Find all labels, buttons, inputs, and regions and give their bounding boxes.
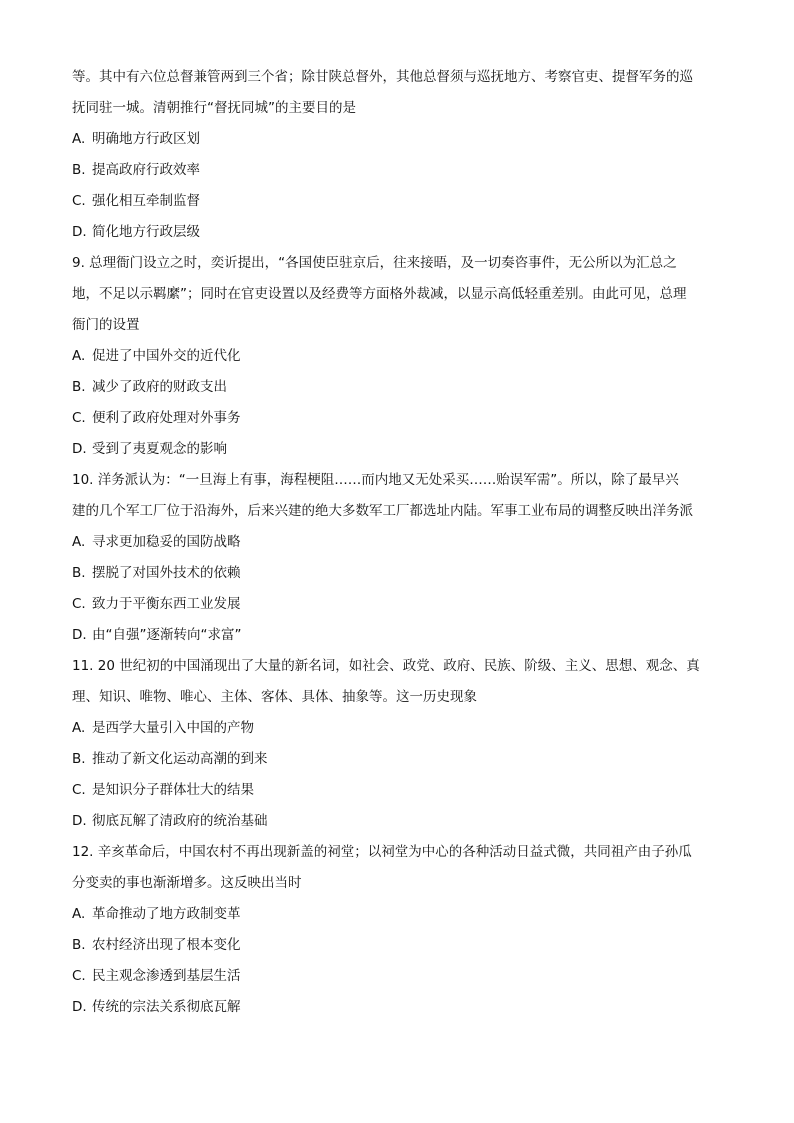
option-a [72,899,724,930]
option-d [72,217,724,248]
option-text: 强化相互牵制监督 [92,193,200,209]
option-text: 民主观念渗透到基层生活 [92,968,241,984]
option-letter: C. [72,596,86,612]
option-d [72,434,724,465]
option-letter: A. [72,348,86,364]
question-12 [72,837,724,1023]
question-text-line: 理、知识、唯物、唯心、主体、客体、具体、抽象等。这一历史现象 [72,689,477,705]
option-text: 提高政府行政效率 [92,162,200,178]
option-b [72,155,724,186]
option-text: 简化地方行政层级 [92,224,200,240]
option-letter: A. [72,906,86,922]
option-letter: B. [72,162,86,178]
option-text: 受到了夷夏观念的影响 [92,441,227,457]
option-text: 摆脱了对国外技术的依赖 [92,565,241,581]
option-letter: C. [72,968,86,984]
option-text: 农村经济出现了根本变化 [92,937,241,953]
question-10 [72,465,724,651]
option-c [72,775,724,806]
option-text: 彻底瓦解了清政府的统治基础 [92,813,268,829]
option-letter: D. [72,441,87,457]
option-text: 便利了政府处理对外事务 [92,410,241,426]
option-b [72,744,724,775]
option-letter: B. [72,937,86,953]
question-text-line: 10. 洋务派认为：“一旦海上有事，海程梗阻……而内地又无处采买……贻误军需”。所以，除了最早兴 [72,472,679,488]
option-letter: A. [72,720,86,736]
option-d [72,806,724,837]
option-letter: D. [72,813,87,829]
exam-page [72,62,724,1023]
option-b [72,930,724,961]
option-letter: C. [72,782,86,798]
option-text: 是西学大量引入中国的产物 [92,720,254,736]
option-letter: B. [72,565,86,581]
option-text: 由“自强”逐渐转向“求富” [92,627,242,643]
option-text: 传统的宗法关系彻底瓦解 [92,999,241,1015]
question-text-line: 分变卖的事也渐渐增多。这反映出当时 [72,875,302,891]
option-c [72,403,724,434]
option-letter: D. [72,627,87,643]
question-text-line: 地，不足以示羁縻”；同时在官吏设置以及经费等方面格外裁减，以显示高低轻重差别。由此可见，总理 [72,286,687,302]
option-a [72,341,724,372]
option-letter: D. [72,224,87,240]
question-text-line: 建的几个军工厂位于沿海外，后来兴建的绝大多数军工厂都选址内陆。军事工业布局的调整反映出洋务派 [72,503,693,519]
option-text: 促进了中国外交的近代化 [92,348,241,364]
option-text: 明确地方行政区划 [92,131,200,147]
option-c [72,186,724,217]
option-text: 致力于平衡东西工业发展 [92,596,241,612]
option-a [72,713,724,744]
option-a [72,124,724,155]
question-9 [72,248,724,465]
question-text-line: 11. 20 世纪初的中国涌现出了大量的新名词，如社会、政党、政府、民族、阶级、主义、思想、观念、真 [72,658,700,674]
option-text: 革命推动了地方政制变革 [92,906,241,922]
question-text-line: 抚同驻一城。清朝推行“督抚同城”的主要目的是 [72,100,356,116]
option-letter: B. [72,379,86,395]
option-letter: C. [72,410,86,426]
option-letter: D. [72,999,87,1015]
question-text-line: 等。其中有六位总督兼管两到三个省；除甘陕总督外，其他总督须与巡抚地方、考察官吏、提督军务的巡 [72,69,693,85]
option-c [72,961,724,992]
option-c [72,589,724,620]
option-text: 减少了政府的财政支出 [92,379,227,395]
question-text-line: 衙门的设置 [72,317,140,333]
question-11 [72,651,724,837]
option-a [72,527,724,558]
option-text: 推动了新文化运动高潮的到来 [92,751,268,767]
option-d [72,620,724,651]
option-text: 寻求更加稳妥的国防战略 [92,534,241,550]
option-letter: B. [72,751,86,767]
question-text-line: 9. 总理衙门设立之时，奕䜣提出，“各国使臣驻京后，往来接晤，及一切奏咨事件，无公所以为汇总之 [72,255,677,271]
option-b [72,372,724,403]
question-8-continued [72,62,724,248]
option-letter: A. [72,131,86,147]
option-letter: C. [72,193,86,209]
question-text-line: 12. 辛亥革命后，中国农村不再出现新盖的祠堂；以祠堂为中心的各种活动日益式微，共同祖产由子孙瓜 [72,844,692,860]
option-b [72,558,724,589]
option-text: 是知识分子群体壮大的结果 [92,782,254,798]
option-d [72,992,724,1023]
option-letter: A. [72,534,86,550]
